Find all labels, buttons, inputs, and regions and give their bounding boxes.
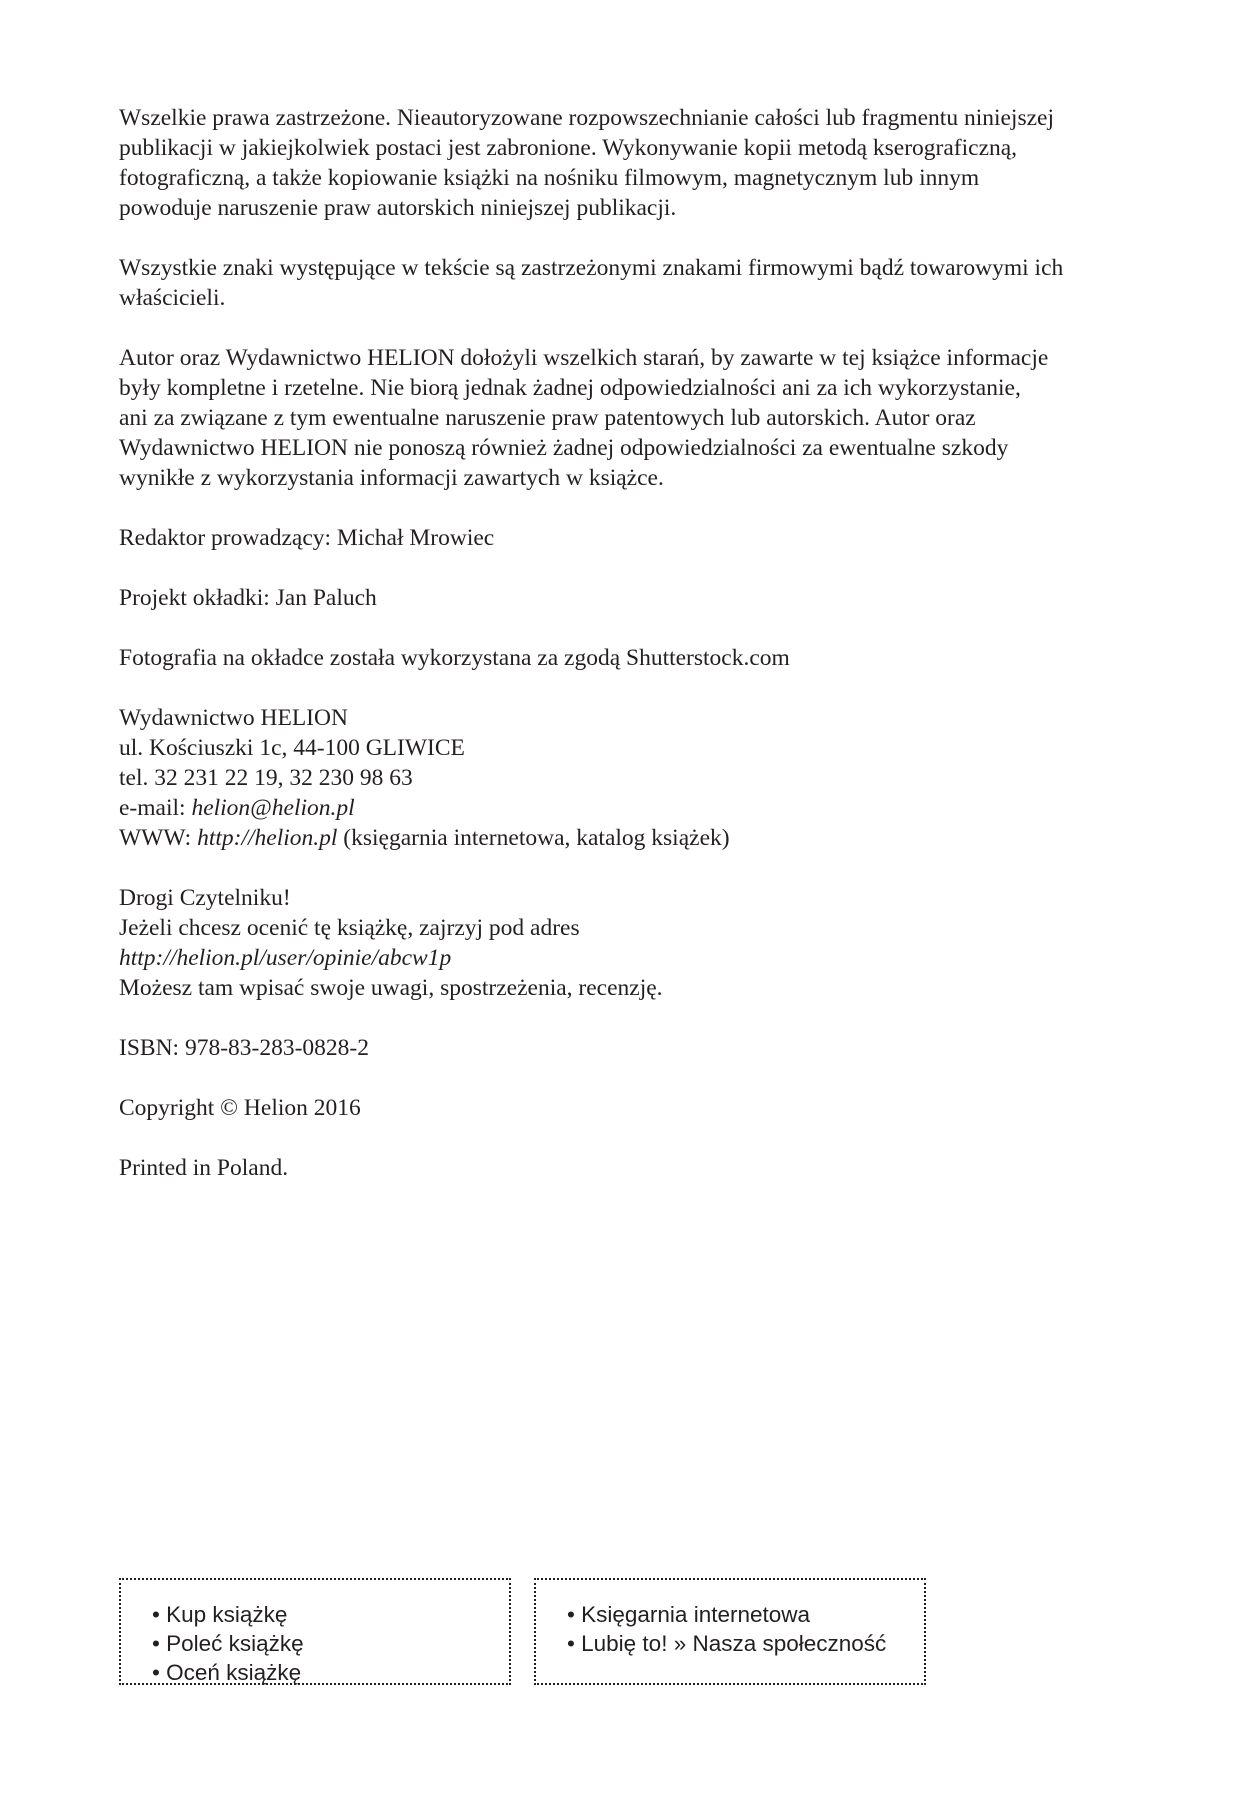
rate-book-label[interactable]: • Oceń książkę bbox=[152, 1660, 302, 1685]
text-line: ani za związane z tym ewentualne naruszenie praw patentowych lub autorskich. Autor oraz bbox=[119, 405, 976, 431]
www-note: (księgarnia internetowa, katalog książek) bbox=[337, 825, 730, 851]
buy-book-link[interactable] bbox=[152, 1600, 509, 1629]
rate-book-link[interactable] bbox=[152, 1658, 509, 1687]
isbn: ISBN: 978-83-283-0828-2 bbox=[119, 1035, 369, 1061]
text-line: publikacji w jakiejkolwiek postaci jest zabronione. Wykonywanie kopii metodą kserograficzną, bbox=[119, 135, 1018, 161]
publisher-phone: tel. 32 231 22 19, 32 230 98 63 bbox=[119, 765, 413, 791]
reader-note-line: Możesz tam wpisać swoje uwagi, spostrzeżenia, recenzję. bbox=[119, 975, 663, 1001]
copyright-notice: Copyright © Helion 2016 bbox=[119, 1095, 361, 1121]
cover-design-credit: Projekt okładki: Jan Paluch bbox=[119, 585, 377, 611]
community-label[interactable]: • Lubię to! » Nasza społeczność bbox=[567, 1631, 887, 1656]
text-line: były kompletne i rzetelne. Nie biorą jednak żadnej odpowiedzialności ani za ich wykorzystanie, bbox=[119, 375, 1021, 401]
legal-paragraph-3 bbox=[119, 343, 1159, 493]
text-line: Autor oraz Wydawnictwo HELION dołożyli wszelkich starań, by zawarte w tej książce informacje bbox=[119, 345, 1049, 371]
editor-credit: Redaktor prowadzący: Michał Mrowiec bbox=[119, 525, 495, 551]
online-bookstore-link[interactable] bbox=[567, 1600, 924, 1629]
text-line: Wydawnictwo HELION nie ponoszą również żadnej odpowiedzialności za ewentualne szkody bbox=[119, 435, 1009, 461]
community-link[interactable] bbox=[567, 1629, 924, 1658]
text-line: Wszystkie znaki występujące w tekście są zastrzeżonymi znakami firmowymi bądź towarowymi ich bbox=[119, 255, 1064, 281]
publisher-name: Wydawnictwo HELION bbox=[119, 705, 348, 731]
text-line: fotograficzną, a także kopiowanie książki na nośniku filmowym, magnetycznym lub innym bbox=[119, 165, 980, 191]
online-bookstore-label[interactable]: • Księgarnia internetowa bbox=[567, 1602, 811, 1627]
text-line: wynikłe z wykorzystania informacji zawartych w książce. bbox=[119, 465, 664, 491]
text-line: Wszelkie prawa zastrzeżone. Nieautoryzowane rozpowszechnianie całości lub fragmentu niniejszej bbox=[119, 105, 1054, 131]
email-label: e-mail: bbox=[119, 795, 192, 821]
publisher-block bbox=[119, 703, 1159, 853]
publisher-email-line bbox=[119, 793, 1159, 823]
text-line: powoduje naruszenie praw autorskich niniejszej publikacji. bbox=[119, 195, 677, 221]
publisher-address: ul. Kościuszki 1c, 44-100 GLIWICE bbox=[119, 735, 465, 761]
community-links-box bbox=[534, 1578, 926, 1685]
www-label: WWW: bbox=[119, 825, 198, 851]
book-actions-box bbox=[119, 1578, 511, 1685]
printed-in: Printed in Poland. bbox=[119, 1155, 289, 1181]
legal-paragraph-1 bbox=[119, 103, 1159, 223]
reader-note-line: Jeżeli chcesz ocenić tę książkę, zajrzyj pod adres bbox=[119, 915, 580, 941]
reader-note bbox=[119, 883, 1159, 1003]
copyright-page-text bbox=[119, 103, 1159, 1183]
publisher-www-line bbox=[119, 823, 1159, 853]
text-line: właścicieli. bbox=[119, 285, 226, 311]
cover-photo-credit: Fotografia na okładce została wykorzystana za zgodą Shutterstock.com bbox=[119, 645, 790, 671]
recommend-book-label[interactable]: • Poleć książkę bbox=[152, 1631, 304, 1656]
legal-paragraph-2 bbox=[119, 253, 1159, 313]
www-link[interactable]: http://helion.pl bbox=[197, 825, 338, 851]
reader-greeting: Drogi Czytelniku! bbox=[119, 885, 291, 911]
buy-book-label[interactable]: • Kup książkę bbox=[152, 1602, 288, 1627]
recommend-book-link[interactable] bbox=[152, 1629, 509, 1658]
review-url-link[interactable]: http://helion.pl/user/opinie/abcw1p bbox=[119, 945, 452, 971]
email-link[interactable]: helion@helion.pl bbox=[191, 795, 355, 821]
